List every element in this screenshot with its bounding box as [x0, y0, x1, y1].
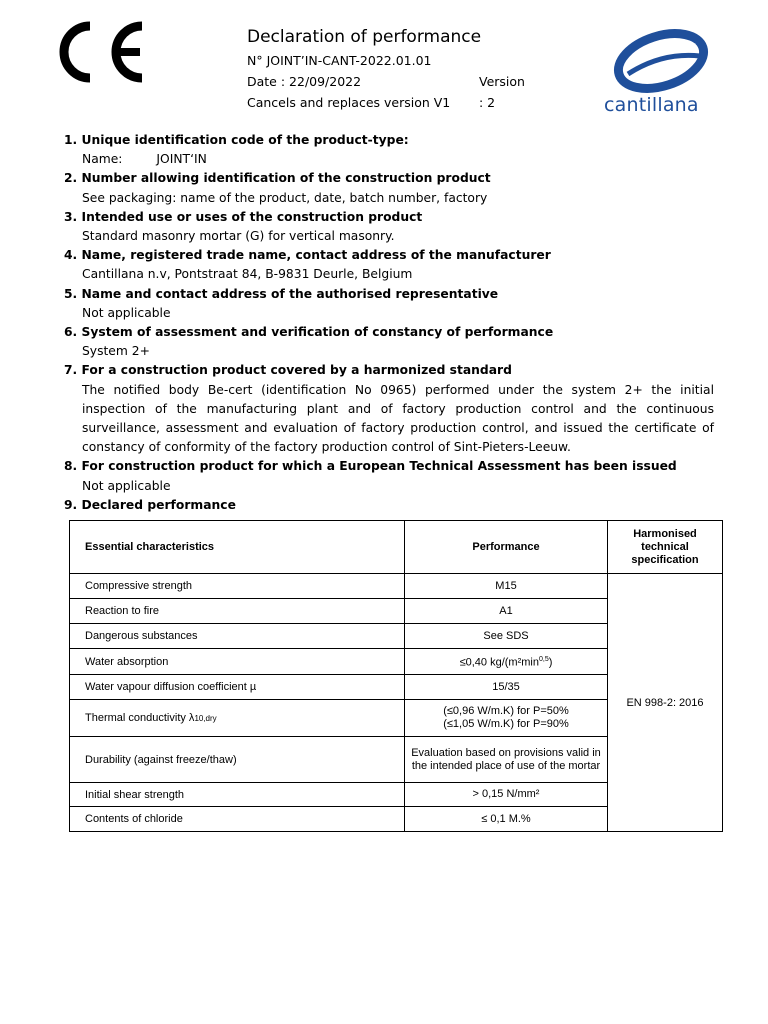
cantillana-swoosh-icon: [600, 24, 722, 96]
section-body: [64, 150, 714, 169]
characteristic-cell: Durability (against freeze/thaw): [70, 737, 405, 783]
section-6: [64, 323, 714, 361]
characteristic-cell: Water absorption: [70, 649, 405, 675]
section-body: Not applicable: [82, 305, 171, 320]
performance-cell: Evaluation based on provisions valid in the intended place of use of the mortar: [405, 737, 608, 783]
section-body: Not applicable: [82, 478, 171, 493]
section-title: 5. Name and contact address of the authorised representative: [64, 286, 499, 301]
characteristic-cell: [70, 700, 405, 737]
column-header: Performance: [405, 521, 608, 574]
section-title: 3. Intended use or uses of the construction product: [64, 209, 423, 224]
spec-cell: EN 998-2: 2016: [608, 574, 723, 832]
performance-line: (≤0,96 W/m.K) for P=50%: [443, 705, 569, 717]
logo-wordmark: cantillana: [604, 94, 699, 116]
section-body: System 2+: [82, 344, 150, 359]
section-body: See packaging: name of the product, date, batch number, factory: [82, 190, 488, 205]
section-title: 9. Declared performance: [64, 497, 236, 512]
section-5: [64, 285, 714, 323]
declaration-sections: [64, 131, 714, 515]
column-header: Harmonised technical specification: [608, 521, 723, 574]
section-title: 8. For construction product for which a European Technical Assessment has been issued: [64, 459, 677, 474]
performance-line: (≤1,05 W/m.K) for P=90%: [443, 718, 569, 730]
ce-mark-icon: [50, 18, 150, 86]
product-name: JOINT‘IN: [156, 152, 207, 167]
performance-cell: See SDS: [405, 624, 608, 649]
section-2: [64, 169, 714, 207]
name-label: Name:: [82, 152, 123, 167]
section-body: Standard masonry mortar (G) for vertical masonry.: [82, 229, 395, 244]
section-1: [64, 131, 714, 169]
table-header-row: [70, 521, 723, 574]
table-row: [70, 574, 723, 599]
performance-cell: ≤ 0,1 M.%: [405, 807, 608, 832]
performance-exponent: 0,5: [538, 656, 549, 664]
performance-text: ≤0,40 kg/(m²min: [459, 656, 539, 669]
performance-cell: [405, 700, 608, 737]
document-title: Declaration of performance: [247, 27, 482, 47]
performance-cell: A1: [405, 599, 608, 624]
characteristic-cell: Initial shear strength: [70, 783, 405, 807]
section-body: The notified body Be-cert (identification No 0965) performed under the system 2+ the initial inspection of the manufacturing plant and of factory production control and the continuous surveillance, assessment and evaluation of factory production control, and issued the certificate of constancy of conformity of the factory production control of Sint-Pieters-Leeuw.: [82, 382, 714, 455]
section-title: 7. For a construction product covered by a harmonized standard: [64, 363, 512, 378]
section-body: Cantillana n.v, Pontstraat 84, B-9831 Deurle, Belgium: [82, 267, 413, 282]
document-number: N° JOINT’IN-CANT-2022.01.01: [247, 53, 432, 68]
section-4: [64, 246, 714, 284]
characteristic-text: Thermal conductivity λ: [85, 712, 195, 724]
section-3: [64, 208, 714, 246]
characteristic-cell: Dangerous substances: [70, 624, 405, 649]
section-title: 2. Number allowing identification of the construction product: [64, 171, 491, 186]
section-title: 4. Name, registered trade name, contact address of the manufacturer: [64, 248, 551, 263]
column-header: Essential characteristics: [70, 521, 405, 574]
document-header: [247, 24, 525, 113]
characteristic-cell: Reaction to fire: [70, 599, 405, 624]
performance-cell: [405, 649, 608, 675]
characteristic-subscript: 10,dry: [194, 714, 217, 723]
section-9: [64, 496, 714, 515]
characteristic-cell: Water vapour diffusion coefficient µ: [70, 675, 405, 700]
performance-text-end: ): [548, 656, 553, 669]
section-title: 6. System of assessment and verification of constancy of performance: [64, 325, 554, 340]
performance-cell: M15: [405, 574, 608, 599]
document-version: Version : 2: [479, 74, 525, 110]
document-date: Date : 22/09/2022: [247, 74, 362, 89]
section-8: [64, 457, 714, 495]
characteristic-cell: Contents of chloride: [70, 807, 405, 832]
section-title: 1. Unique identification code of the product-type:: [64, 133, 409, 147]
performance-table: [69, 520, 723, 832]
characteristic-cell: Compressive strength: [70, 574, 405, 599]
performance-cell: > 0,15 N/mm²: [405, 783, 608, 807]
performance-cell: 15/35: [405, 675, 608, 700]
cantillana-logo: [600, 24, 722, 118]
cancels-note: Cancels and replaces version V1: [247, 95, 451, 110]
section-7: [64, 361, 714, 457]
